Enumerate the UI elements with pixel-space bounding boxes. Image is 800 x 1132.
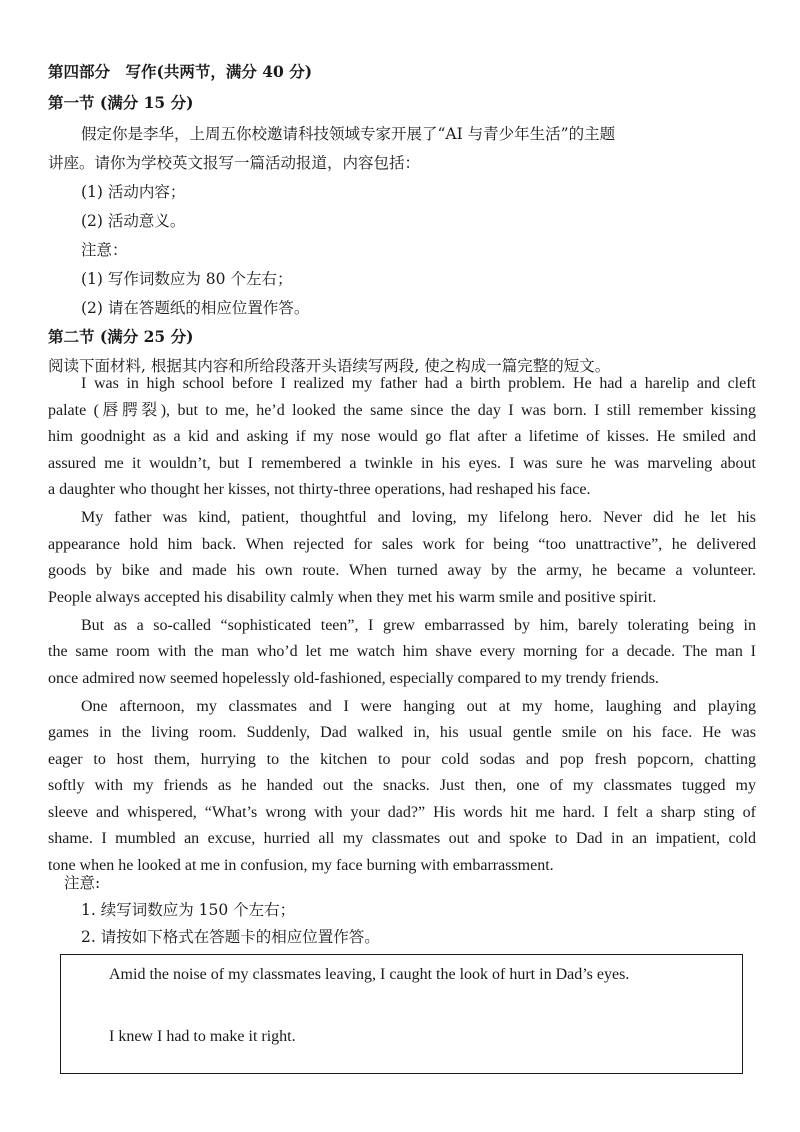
passage-line: once admired now seemed hopelessly old-fashioned, especially compared to my trendy friends. — [48, 669, 659, 687]
section2-instruction: 阅读下面材料, 根据其内容和所给段落开头语续写两段, 使之构成一篇完整的短文。 — [48, 357, 611, 375]
passage-line: I was in high school before I realized my father had a birth problem. He had a harelip and cleft — [81, 375, 756, 392]
passage-line: games in the living room. Suddenly, Dad walked in, his usual gentle smile on his face. He was — [48, 724, 756, 741]
section2-heading: 第二节 (满分 25 分) — [48, 327, 194, 346]
passage-line: palate (唇腭裂), but to me, he’d looked the same since the day I was born. I still remember kissing — [48, 401, 756, 419]
passage-line: goods by bike and made his own route. When turned away by the army, he became a volunteer. — [48, 562, 756, 579]
passage-line: him goodnight as a kid and asking if my nose would go flat after a lifetime of kisses. He smiled and — [48, 428, 756, 445]
section2-note: 1. 续写词数应为 150 个左右； — [81, 901, 296, 919]
section1-heading: 第一节 (满分 15 分) — [48, 93, 194, 112]
passage-line: shame. I mumbled an excuse, hurried all my classmates out and spoke to Dad in an impatient, cold — [48, 830, 756, 847]
passage-line: assured me it wouldn’t, but I remembered a twinkle in his eyes. I was sure he was marveling about — [48, 454, 756, 472]
part-title: 第四部分 写作(共两节，满分 40 分) — [48, 62, 313, 81]
section1-note: (1) 写作词数应为 80 个左右； — [81, 270, 293, 288]
passage-line: One afternoon, my classmates and I were hanging out at my home, laughing and playing — [81, 697, 756, 715]
passage-line: softly with my friends as he handed out the snacks. Just then, one of my classmates tugged my — [48, 777, 756, 794]
section2-note: 2. 请按如下格式在答题卡的相应位置作答。 — [81, 928, 380, 946]
passage-line: My father was kind, patient, thoughtful and loving, my lifelong hero. Never did he let his — [81, 509, 756, 526]
passage-line: the same room with the man who’d let me watch him shave every morning for a decade. The man I — [48, 643, 756, 660]
answer-format-box — [60, 954, 743, 1074]
section1-item: (2) 活动意义。 — [81, 212, 186, 230]
passage-line: appearance hold him back. When rejected for sales work for being “too unattractive”, he delivered — [48, 535, 756, 553]
passage-line: People always accepted his disability calmly when they met his warm smile and positive spirit. — [48, 588, 657, 606]
box-opening-line1: Amid the noise of my classmates leaving, I caught the look of hurt in Dad’s eyes. — [109, 966, 630, 983]
section1-prompt-line1: 假定你是李华，上周五你校邀请科技领域专家开展了“AI 与青少年生活”的主题 — [81, 125, 616, 143]
passage-line: a daughter who thought her kisses, not thirty-three operations, had reshaped his face. — [48, 481, 591, 498]
section2-note-label: 注意: — [64, 874, 101, 892]
passage-line: tone when he looked at me in confusion, my face burning with embarrassment. — [48, 856, 554, 874]
section1-note-label: 注意： — [81, 241, 128, 259]
passage-line: eager to host them, hurrying to the kitchen to pour cold sodas and pop fresh popcorn, chatting — [48, 750, 756, 768]
passage-line: But as a so-called “sophisticated teen”, I grew embarrassed by him, barely tolerating being in — [81, 616, 756, 634]
section1-prompt-line2: 讲座。请你为学校英文报写一篇活动报道，内容包括： — [48, 154, 421, 172]
section1-note: (2) 请在答题纸的相应位置作答。 — [81, 299, 310, 317]
box-opening-line2: I knew I had to make it right. — [109, 1028, 296, 1045]
passage-line: sleeve and whispered, “What’s wrong with your dad?” His words hit me hard. I felt a sharp sting of — [48, 803, 756, 821]
section1-item: (1) 活动内容； — [81, 183, 186, 201]
